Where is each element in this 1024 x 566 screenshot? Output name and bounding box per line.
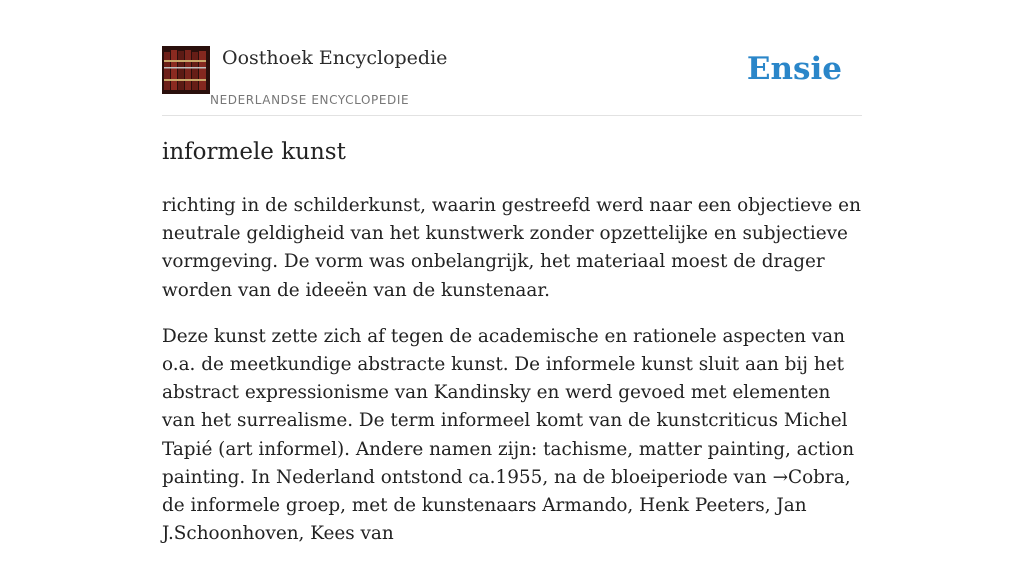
page-title: informele kunst xyxy=(162,139,346,165)
ensie-brand-link[interactable]: Ensie xyxy=(746,51,842,87)
books-icon xyxy=(162,46,210,94)
encyclopedia-logo-icon[interactable] xyxy=(162,46,210,94)
cobra-link[interactable]: →Cobra xyxy=(772,466,845,488)
article-paragraph: richting in de schilderkunst, waarin gestreefd werd naar een objectieve en neutrale geldigheid van het kunstwerk zonder opzettelijke en subjectieve vormgeving. De vorm was onbelangrijk, het materiaal moest de drager worden van de ideeën van de kunstenaar. xyxy=(162,195,861,301)
site-header xyxy=(162,46,862,116)
article-body xyxy=(162,192,864,566)
article-paragraph xyxy=(162,323,864,549)
site-subtitle: NEDERLANDSE ENCYCLOPEDIE xyxy=(210,93,410,107)
paragraph-text: Deze kunst zette zich af tegen de academische en rationele aspecten van o.a. de meetkundige abstracte kunst. De informele kunst sluit aan bij het abstract expressionisme van Kandinsky en werd gevoed met elementen van het surrealisme. De term informeel komt van de kunstcriticus Michel Tapié (art informel). Andere namen zijn: tachisme, matter painting, action painting. In Nederland ontstond ca.1955, na de bloeiperiode van xyxy=(162,325,855,488)
site-name[interactable]: Oosthoek Encyclopedie xyxy=(222,47,448,69)
paragraph-text: , de informele groep, met de kunstenaars Armando, Henk Peeters, Jan J.Schoonhoven, Kees van xyxy=(162,466,851,545)
